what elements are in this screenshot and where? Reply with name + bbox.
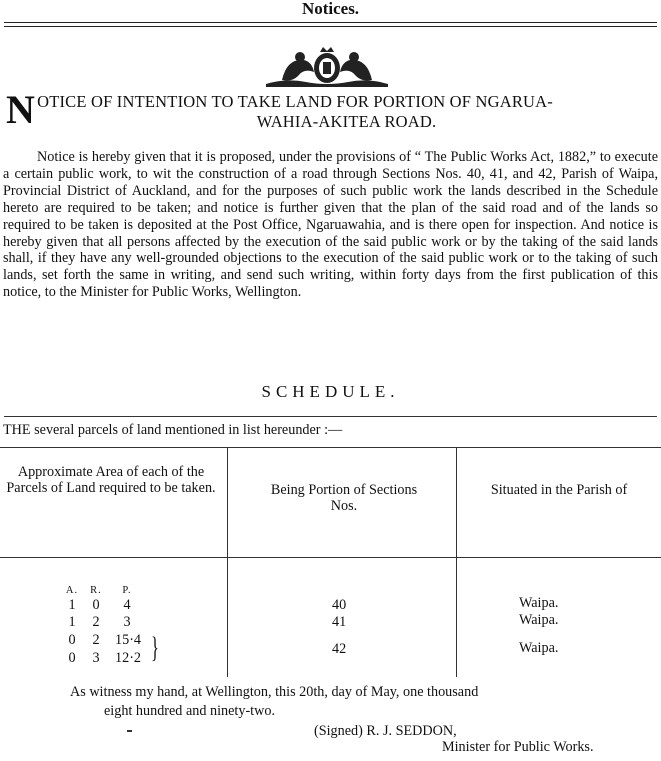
title-line-2: WAHIA-AKITEA ROAD. (256, 112, 437, 131)
row-perches: 3 (123, 614, 131, 630)
witness-line-1: As witness my hand, at Wellington, this 20th, day of May, one thousand (70, 684, 479, 700)
area-unit-perches: P. (122, 585, 132, 596)
ink-dot (127, 730, 132, 732)
row-roods: 3 (92, 650, 100, 666)
table-divider-1 (227, 447, 228, 677)
royal-crest-icon (262, 44, 392, 88)
signatory-title: Minister for Public Works. (442, 739, 594, 755)
schedule-table (0, 447, 661, 677)
header-double-rule (4, 22, 657, 27)
row-section: 42 (332, 641, 347, 657)
notice-title (6, 87, 656, 132)
row-roods: 0 (92, 597, 100, 613)
row-section: 40 (332, 597, 347, 613)
row-perches: 4 (123, 597, 131, 613)
table-top-rule (0, 447, 661, 448)
witness-line-2: eight hundred and ninety-two. (104, 703, 275, 719)
row-acres: 0 (68, 632, 76, 648)
row-perches: 12·2 (115, 650, 142, 666)
schedule-top-rule (4, 416, 657, 417)
row-parish: Waipa. (519, 612, 559, 628)
row-parish: Waipa. (519, 640, 559, 656)
row-roods: 2 (92, 632, 100, 648)
row-roods: 2 (92, 614, 100, 630)
column-header-sections: Being Portion of Sections Nos. (270, 482, 418, 514)
schedule-heading: SCHEDULE. (261, 382, 400, 401)
row-perches: 15·4 (115, 632, 142, 648)
row-acres: 1 (68, 597, 76, 613)
row-section: 41 (332, 614, 347, 630)
notice-body: Notice is hereby given that it is proposed, under the provisions of “ The Public Works Act, 1882,” to execute a certain public work, to wit the construction of a road through Sections Nos. 40, 41, and 42, Parish of Waipa, Provincial District of Auckland, and for the purposes of such public work the lands described in the Schedule hereto are required to be taken; and notice is further given that the plan of the said road and of the lands so required to be taken is deposited at the Post Office, Ngaruawahia, and is there open for inspection. And notice is hereby given that all persons affected by the execution of the said public work or by the taking of the said lands shall, if they have any well-grounded objections to the execution of the said public work or to the taking of such lands, set forth the same in writing, and send such writing, within forty days from the first publication of this notice, to the Minister for Public Works, Wellington. (3, 149, 658, 301)
signature-line: (Signed) R. J. SEDDON, (314, 723, 457, 739)
column-header-parish: Situated in the Parish of (490, 482, 628, 498)
row-parish: Waipa. (519, 595, 559, 611)
witness-clause (70, 683, 660, 721)
table-header-rule (0, 557, 661, 558)
area-unit-acres: A. (65, 585, 79, 596)
row-brace-icon: } (151, 631, 159, 664)
row-acres: 1 (68, 614, 76, 630)
title-line-1: OTICE OF INTENTION TO TAKE LAND FOR PORTION OF NGARUA- (37, 92, 553, 111)
schedule-intro: THE several parcels of land mentioned in list hereunder :— (3, 422, 343, 438)
column-header-area: Approximate Area of each of the Parcels of Land required to be taken. (6, 464, 216, 496)
row-acres: 0 (68, 650, 76, 666)
page-header: Notices. (301, 0, 360, 18)
table-divider-2 (456, 447, 457, 677)
area-unit-roods: R. (90, 585, 102, 596)
title-drop-cap: N (6, 87, 36, 132)
